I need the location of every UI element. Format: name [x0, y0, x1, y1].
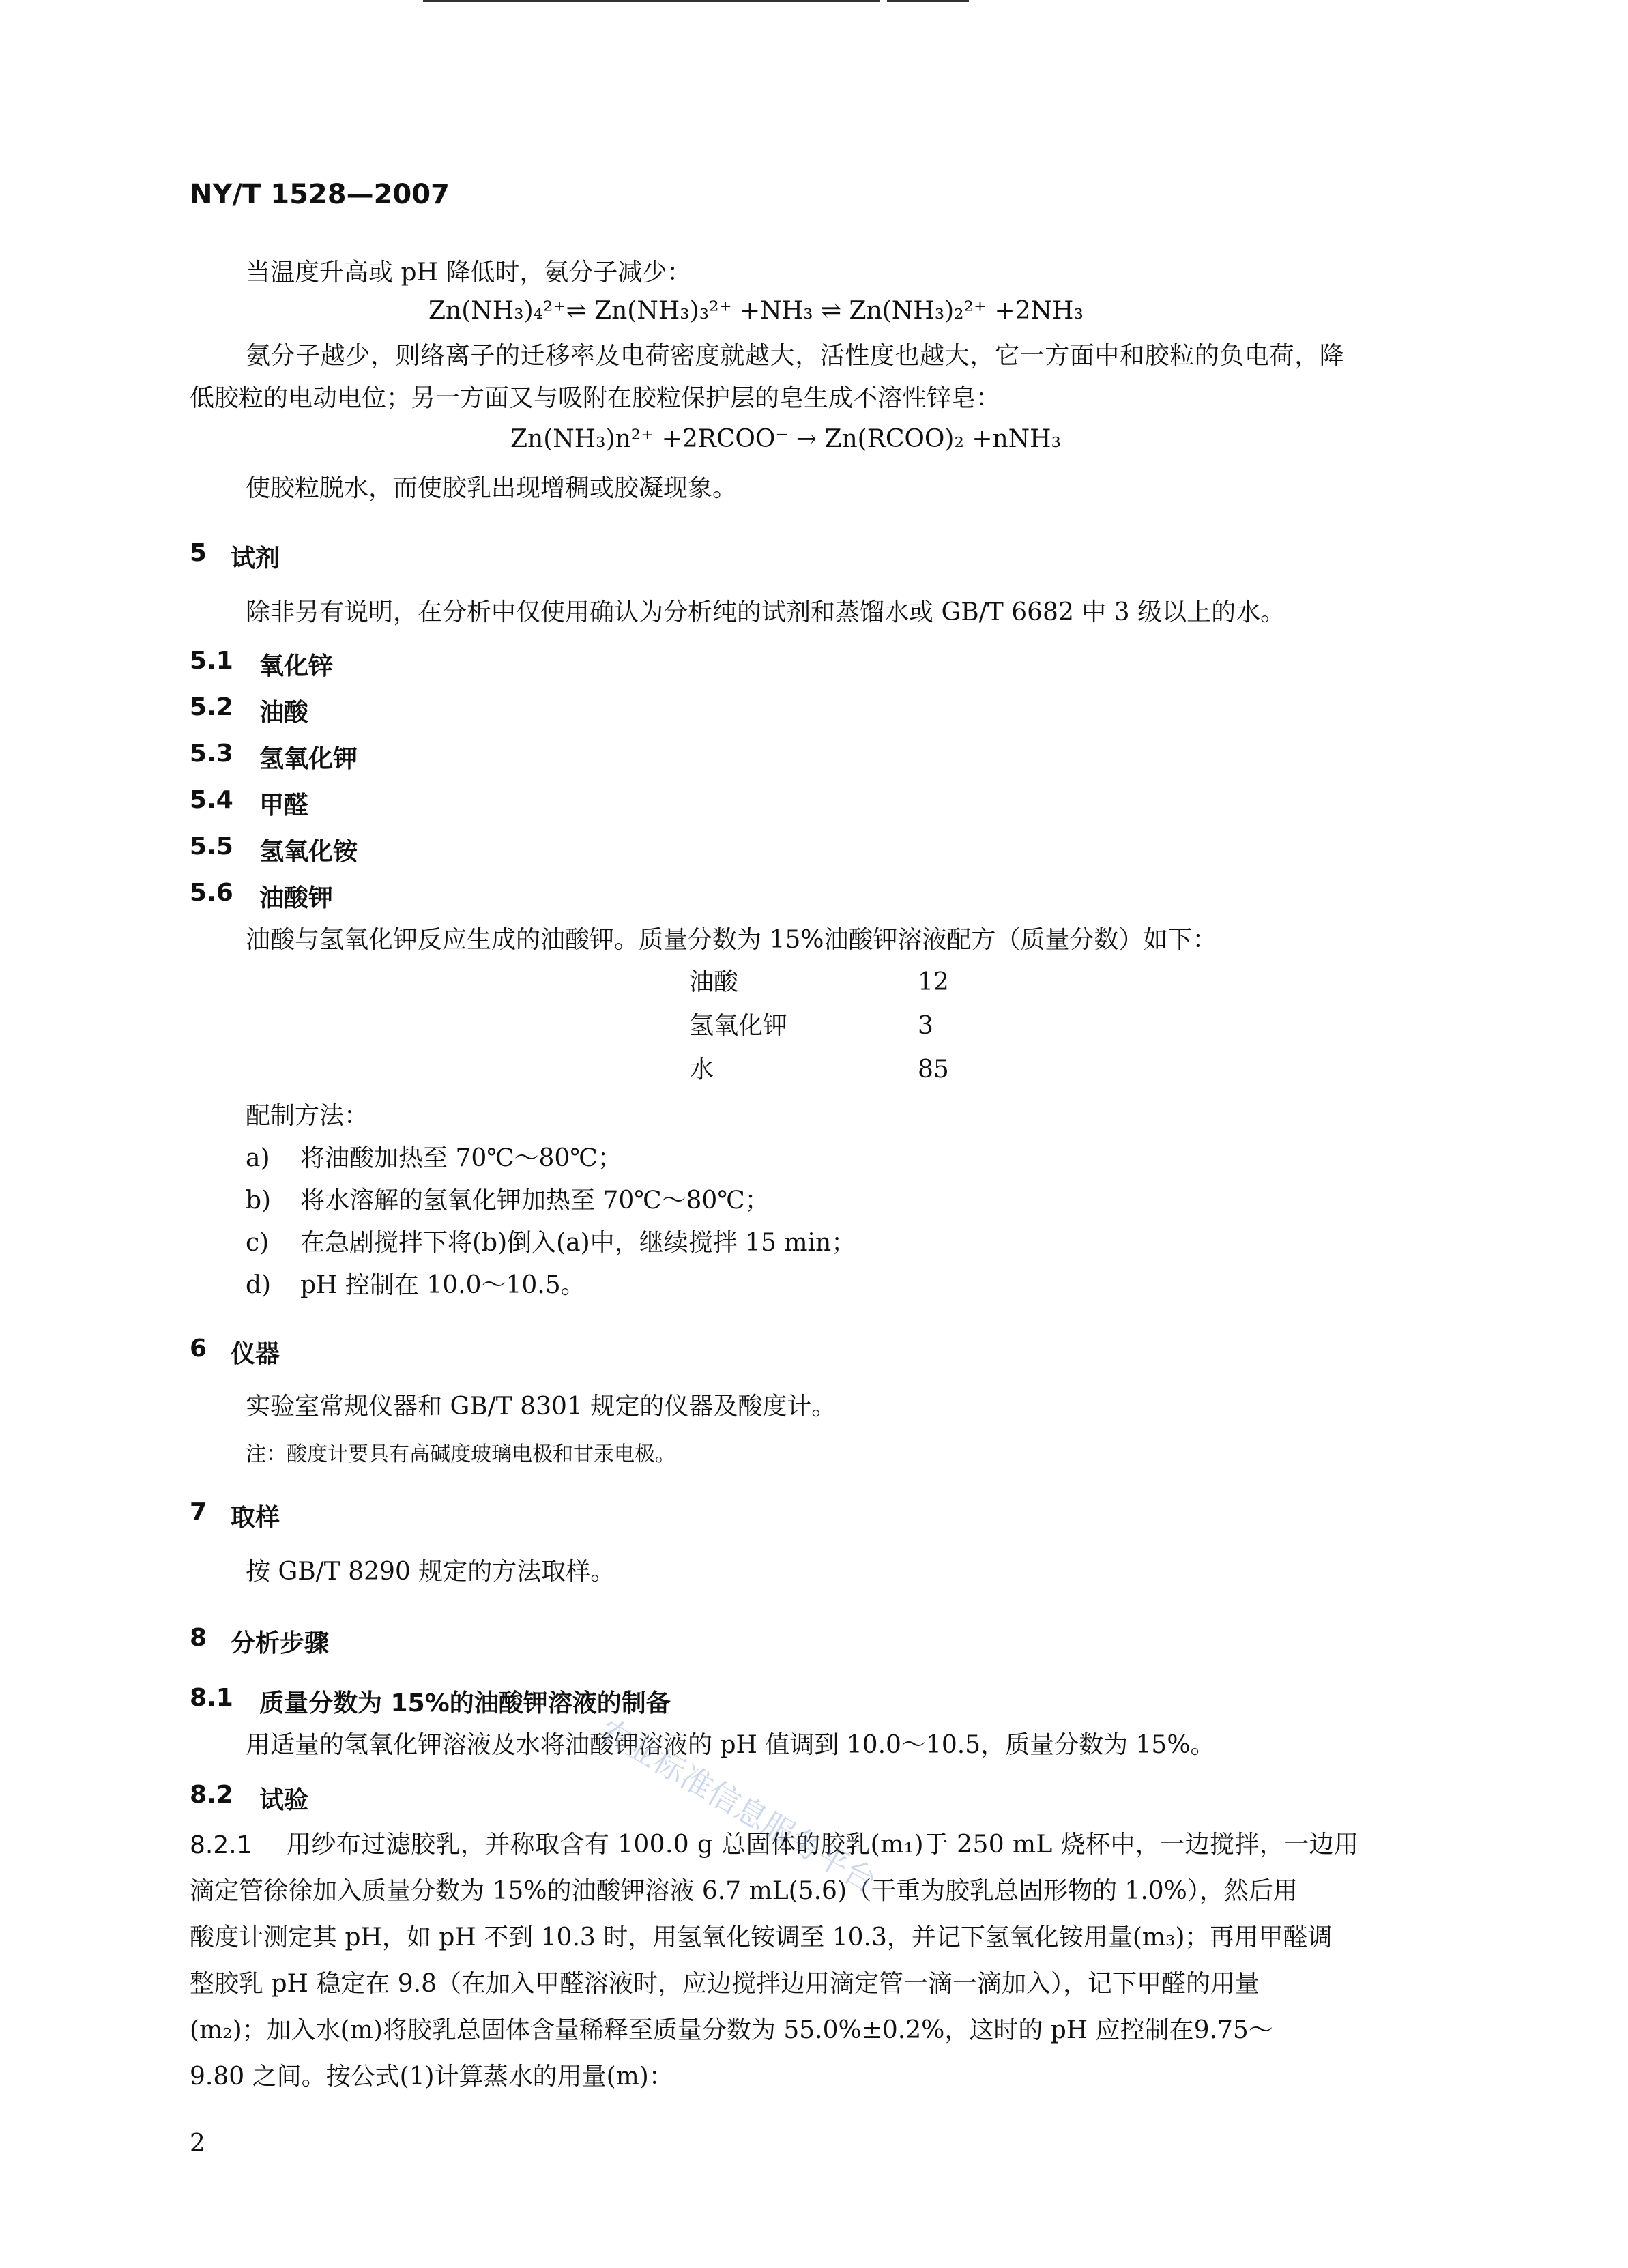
section-8-1-text: 用适量的氢氧化钾溶液及水将油酸钾溶液的 pH 值调到 10.0～10.5，质量分数为 15%。: [246, 1731, 1215, 1759]
item-5-6-text: 油酸与氢氧化钾反应生成的油酸钾。质量分数为 15%油酸钾溶液配方（质量分数）如下：: [246, 926, 1217, 954]
step-label: a): [246, 1144, 270, 1172]
recipe-value: 85: [918, 1056, 949, 1084]
section-8-number: 8: [190, 1624, 207, 1652]
recipe-name: 水: [689, 1056, 714, 1084]
step-label: d): [246, 1271, 272, 1299]
step-text: 将水溶解的氢氧化钾加热至 70℃～80℃；: [300, 1187, 770, 1215]
top-rule: [423, 0, 880, 2]
step-text: 将油酸加热至 70℃～80℃；: [300, 1144, 622, 1172]
item-5-5-name: 氢氧化铵: [259, 838, 358, 866]
method-title: 配制方法：: [246, 1102, 369, 1130]
top-rule-short: [887, 0, 969, 2]
section-8-2-number: 8.2: [190, 1781, 233, 1809]
intro-conclusion: 使胶粒脱水，而使胶乳出现增稠或胶凝现象。: [246, 474, 738, 502]
section-5-number: 5: [190, 539, 207, 567]
item-5-3-name: 氢氧化钾: [259, 745, 358, 773]
intro-line: 当温度升高或 pH 降低时，氨分子减少：: [246, 259, 692, 287]
recipe-name: 油酸: [689, 968, 739, 996]
step-text: 在急剧搅拌下将(b)倒入(a)中，继续搅拌 15 min；: [300, 1229, 856, 1257]
recipe-value: 3: [918, 1012, 933, 1040]
intro-paragraph-line-2: 低胶粒的电动电位；另一方面又与吸附在胶粒保护层的皂生成不溶性锌皂：: [190, 384, 1001, 412]
section-6-number: 6: [190, 1335, 207, 1363]
item-5-4-name: 甲醛: [259, 791, 309, 819]
intro-paragraph-line-1: 氨分子越少，则络离子的迁移率及电荷密度就越大，活性度也越大，它一方面中和胶粒的负电荷，降: [246, 342, 1345, 370]
section-7-text: 按 GB/T 8290 规定的方法取样。: [246, 1558, 615, 1586]
recipe-value: 12: [918, 968, 949, 996]
equation-1: Zn(NH₃)₄²⁺⇌ Zn(NH₃)₃²⁺ +NH₃ ⇌ Zn(NH₃)₂²⁺ +2NH₃: [428, 297, 1084, 325]
standard-code: NY/T 1528—2007: [190, 179, 450, 210]
item-5-2-number: 5.2: [190, 693, 233, 721]
section-7-title: 取样: [231, 1504, 280, 1532]
item-5-1-name: 氧化锌: [259, 652, 334, 680]
item-5-6-name: 油酸钾: [259, 884, 334, 912]
item-5-6-number: 5.6: [190, 879, 233, 907]
paragraph-line-2: 滴定管徐徐加入质量分数为 15%的油酸钾溶液 6.7 mL(5.6)（干重为胶乳总固形物的 1.0%），然后用: [190, 1877, 1298, 1905]
step-text: pH 控制在 10.0～10.5。: [300, 1271, 585, 1299]
paragraph-line-3: 酸度计测定其 pH，如 pH 不到 10.3 时，用氢氧化铵调至 10.3，并记下氢氧化铵用量(m₃)；再用甲醛调: [190, 1923, 1333, 1951]
section-8-title: 分析步骤: [231, 1629, 330, 1657]
item-5-2-name: 油酸: [259, 699, 309, 727]
paragraph-line-4: 整胶乳 pH 稳定在 9.8（在加入甲醛溶液时，应边搅拌边用滴定管一滴一滴加入），记下甲醛的用量: [190, 1970, 1260, 1998]
step-label: c): [246, 1229, 270, 1257]
item-5-1-number: 5.1: [190, 647, 233, 675]
item-5-3-number: 5.3: [190, 740, 233, 768]
section-6-text: 实验室常规仪器和 GB/T 8301 规定的仪器及酸度计。: [246, 1393, 837, 1421]
section-8-2-1-number: 8.2.1: [190, 1831, 252, 1859]
paragraph-line-5: (m₂)；加入水(m)将胶乳总固体含量稀释至质量分数为 55.0%±0.2%，这时的 pH 应控制在9.75～: [190, 2016, 1273, 2044]
section-8-1-number: 8.1: [190, 1684, 233, 1712]
item-5-5-number: 5.5: [190, 832, 233, 860]
paragraph-line-1: 用纱布过滤胶乳，并称取含有 100.0 g 总固体的胶乳(m₁)于 250 mL 烧杯中，一边搅拌，一边用: [287, 1831, 1359, 1859]
section-6-note: 注：酸度计要具有高碱度玻璃电极和甘汞电极。: [246, 1442, 675, 1466]
watermark-text: 农业标准信息服务平台: [592, 1711, 883, 1900]
paragraph-line-6: 9.80 之间。按公式(1)计算蒸水的用量(m)：: [190, 2063, 673, 2091]
page-number: 2: [190, 2129, 205, 2157]
section-5-text: 除非另有说明，在分析中仅使用确认为分析纯的试剂和蒸馏水或 GB/T 6682 中 3 级以上的水。: [246, 598, 1285, 626]
item-5-4-number: 5.4: [190, 786, 233, 814]
section-7-number: 7: [190, 1498, 207, 1526]
section-8-1-title: 质量分数为 15%的油酸钾溶液的制备: [259, 1689, 671, 1717]
section-6-title: 仪器: [231, 1340, 280, 1368]
section-5-title: 试剂: [231, 544, 280, 572]
equation-2: Zn(NH₃)n²⁺ +2RCOO⁻ → Zn(RCOO)₂ +nNH₃: [510, 425, 1061, 453]
recipe-name: 氢氧化钾: [689, 1012, 788, 1040]
section-8-2-title: 试验: [259, 1786, 309, 1814]
step-label: b): [246, 1187, 272, 1215]
